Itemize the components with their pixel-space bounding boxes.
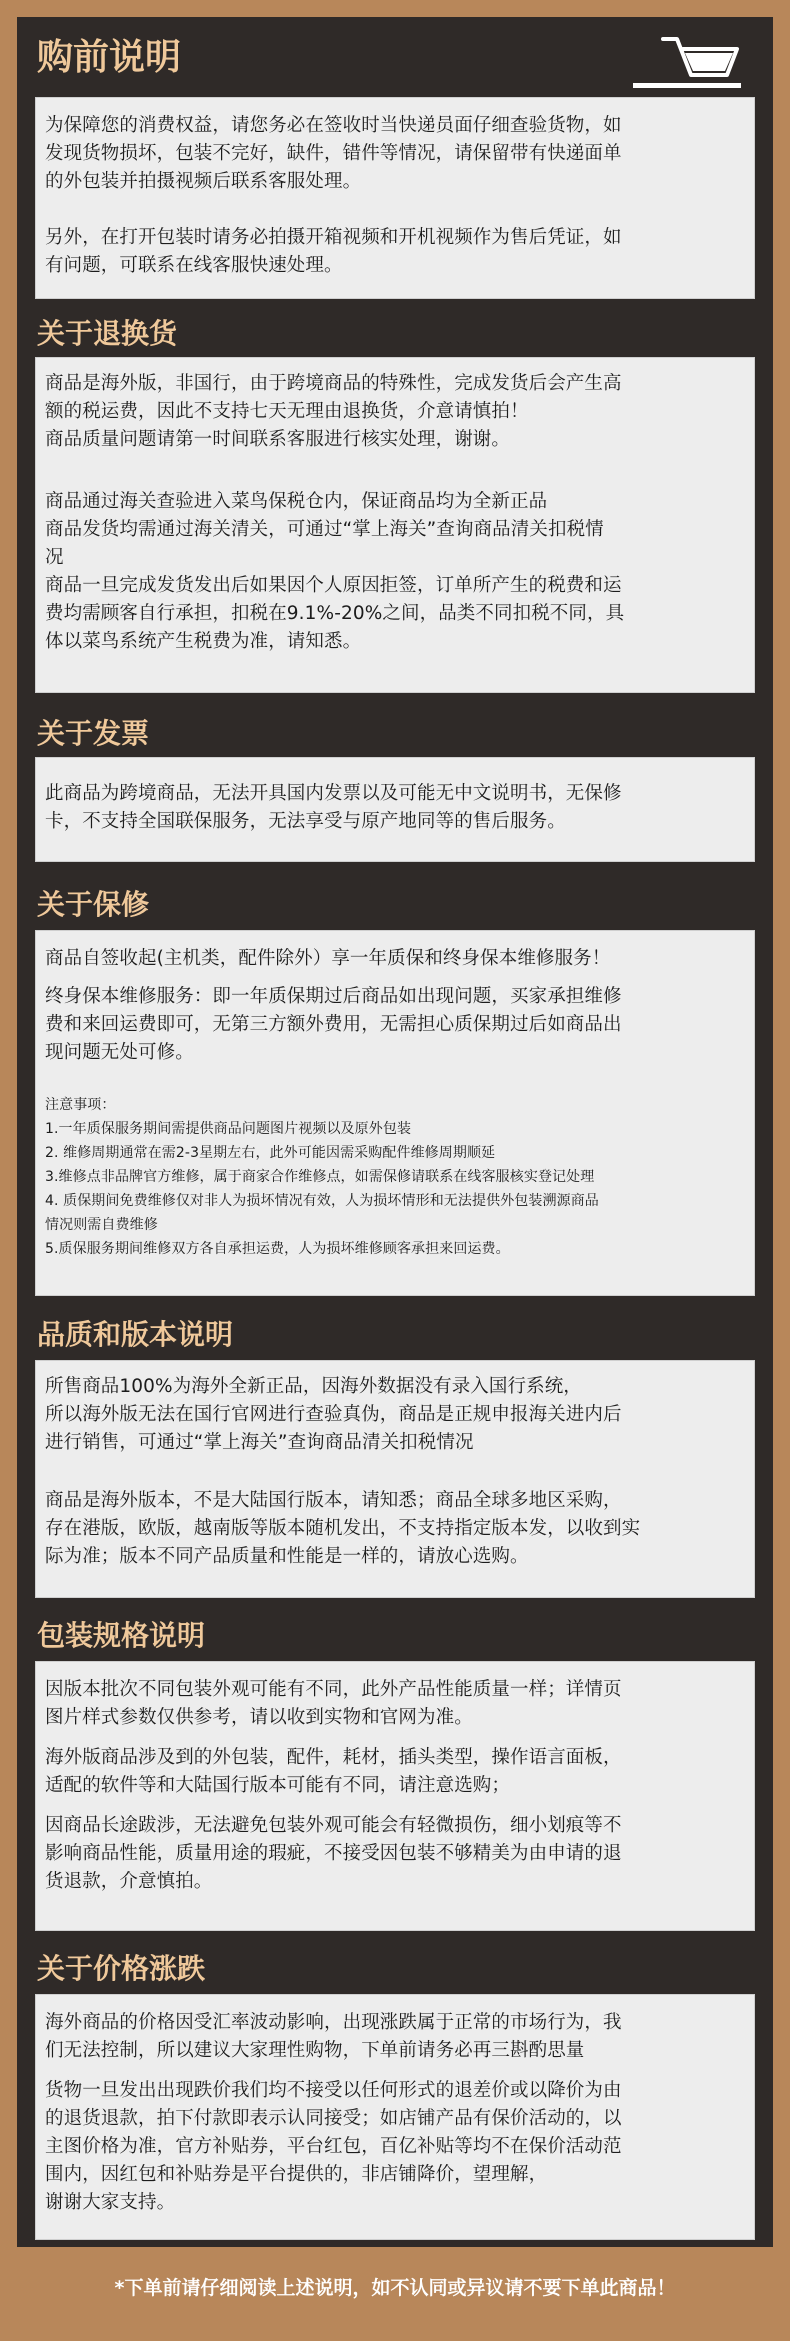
paragraph: 海外商品的价格因受汇率波动影响，出现涨跌属于正常的市场行为，我 们无法控制，所以建议大家理性购物，下单前请务必再三斟酌思量 (45, 2012, 622, 2061)
content-box (35, 930, 755, 1296)
section-title: 关于发票 (37, 717, 150, 750)
footer-notice: *下单前请仔细阅读上述说明，如不认同或异议请不要下单此商品！ (114, 2277, 676, 2299)
paragraph: 所售商品100%为海外全新正品，因海外数据没有录入国行系统， 所以海外版无法在国行官网进行查验真伪，商品是正规申报海关进内后 进行销售，可通过“掌上海关”查询商品清关扣税情况 (45, 1376, 622, 1453)
section-title: 品质和版本说明 (37, 1318, 234, 1351)
section-title: 包装规格说明 (37, 1619, 206, 1652)
section-returns (17, 302, 773, 697)
paragraph: 商品自签收起(主机类，配件除外）享一年质保和终身保本维修服务！ (45, 948, 611, 969)
content-box (35, 97, 755, 299)
notice-panel (17, 17, 773, 2247)
paragraph: 商品是海外版本，不是大陆国行版本，请知悉；商品全球多地区采购， 存在港版，欧版，越南版等版本随机发出，不支持指定版本发，以收到实 际为准；版本不同产品质量和性能是一样的，请放心选购。 (45, 1490, 641, 1567)
section-quality-version (17, 1305, 773, 1605)
paragraph: 为保障您的消费权益，请您务必在签收时当快递员面仔细查验货物，如 发现货物损坏，包装不完好，缺件，错件等情况，请保留带有快递面单 的外包装并拍摄视频后联系客服处理。 (45, 115, 622, 192)
section-title: 关于退换货 (37, 317, 178, 350)
paragraph: 因版本批次不同包装外观可能有不同，此外产品性能质量一样；详情页 图片样式参数仅供参考，请以收到实物和官网为准。 (45, 1679, 622, 1728)
paragraph: 商品通过海关查验进入菜鸟保税仓内，保证商品均为全新正品 商品发货均需通过海关清关，可通过“掌上海关”查询商品清关扣税情 况 商品一旦完成发货发出后如果因个人原因拒签，订单所产生的税费和运 费均需顾客自行承担，扣税在9.1%-20%之间，品类不同扣税不同，具 体以菜鸟系统产生税费为准，请知悉。 (45, 491, 625, 652)
paragraph: 因商品长途跋涉，无法避免包装外观可能会有轻微损伤，细小划痕等不 影响商品性能，质量用途的瑕疵，不接受因包装不够精美为由申请的退 货退款，介意慎拍。 (45, 1815, 622, 1892)
section-price-changes (17, 1942, 773, 2242)
paragraph: 海外版商品涉及到的外包装，配件，耗材，插头类型，操作语言面板， 适配的软件等和大陆国行版本可能有不同，请注意选购； (45, 1747, 622, 1796)
notes-list: 注意事项： 1.一年质保服务期间需提供商品问题图片视频以及原外包装 2. 维修周期通常在需2-3星期左右，此外可能因需采购配件维修周期顺延 3.维修点非品牌官方维修，属于商家合作维修点，如需保修请联系在线客服核实登记处理 4. 质保期间免费维修仅对非人为损坏情况有效，人为损坏情形和无法提供外包装溯源商品 情况则需自费维修 5.质保服务期间维修双方各自承担运费，人为损坏维修顾客承担来回运费。 (45, 1097, 599, 1257)
content-box (35, 757, 755, 862)
section-warranty (17, 875, 773, 1305)
content-box (35, 1661, 755, 1931)
content-box (35, 357, 755, 693)
paragraph: 商品是海外版，非国行，由于跨境商品的特殊性，完成发货后会产生高 额的税运费，因此不支持七天无理由退换货，介意请慎拍！ 商品质量问题请第一时间联系客服进行核实处理，谢谢。 (45, 373, 622, 450)
content-box (35, 1360, 755, 1598)
paragraph: 另外，在打开包装时请务必拍摄开箱视频和开机视频作为售后凭证，如 有问题，可联系在线客服快速处理。 (45, 227, 622, 276)
section-title: 关于保修 (37, 888, 150, 921)
paragraph: 终身保本维修服务：即一年质保期过后商品如出现问题，买家承担维修 费和来回运费即可，无第三方额外费用，无需担心质保期过后如商品出 现问题无处可修。 (45, 986, 622, 1063)
paragraph: 货物一旦发出出现跌价我们均不接受以任何形式的退差价或以降价为由 的退货退款，拍下付款即表示认同接受；如店铺产品有保价活动的，以 主图价格为准，官方补贴券，平台红包，百亿补贴等均不在保价活动范 围内，因红包和补贴券是平台提供的，非店铺降价，望理解， 谢谢大家支持。 (45, 2080, 622, 2213)
section-title: 购前说明 (37, 37, 182, 78)
paragraph: 此商品为跨境商品，无法开具国内发票以及可能无中文说明书，无保修 卡，不支持全国联保服务，无法享受与原产地同等的售后服务。 (45, 783, 622, 832)
section-title: 关于价格涨跌 (37, 1952, 206, 1985)
content-box (35, 1994, 755, 2240)
section-pre-purchase (17, 17, 773, 302)
shopping-cart-icon (633, 35, 741, 95)
section-invoice (17, 707, 773, 867)
section-packaging (17, 1609, 773, 1939)
